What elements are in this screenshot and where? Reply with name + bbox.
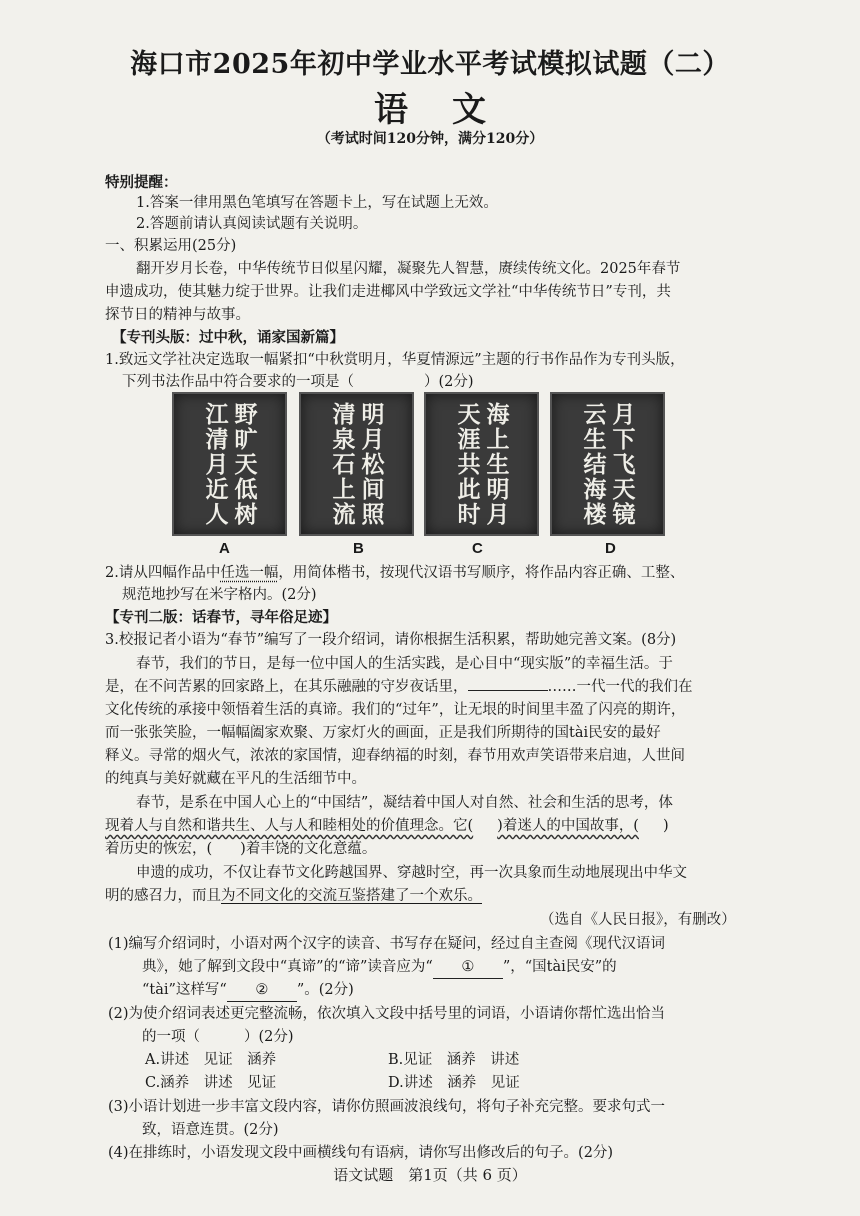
q2-line-1-a: 2.请从四幅作品中 [105,565,221,581]
q3-p3-line-2 [105,886,765,907]
section-1-intro-line-2: 申遗成功，使其魅力绽于世界。让我们走进椰风中学致远文学社“中华传统节日”专刊，共 [105,284,671,300]
q2-line-1-b: ，用简体楷书，按现代汉语书写顺序，将作品内容正确、工整、 [278,565,685,581]
q3-p2-line-1: 春节，是系在中国人心上的“中国结”，凝结着中国人对自然、社会和生活的思考，体 [136,795,673,811]
sub2-option-c[interactable]: C.涵养 讲述 见证 [145,1075,277,1091]
sub2-option-a[interactable]: A.讲述 见证 涵养 [145,1052,277,1068]
sub3-line-1: (3)小语计划进一步丰富文段内容，请你仿照画波浪线句，将句子补充完整。要求句式一 [108,1099,666,1115]
sub1-line-1: (1)编写介绍词时，小语对两个汉字的读音、书写存在疑问，经过自主查阅《现代汉语词 [108,936,666,952]
q3-p1-line-4: 而一张张笑脸，一幅幅阖家欢聚、万家灯火的画面，正是我们所期待的国tài民安的最好 [105,725,661,741]
q3-p1-line-6: 的纯真与美好就藏在平凡的生活细节中。 [105,771,366,787]
calligraphy-b-col-1: 明月松间照 [357,402,385,527]
sub1-line-3-b: ”。(2分) [296,982,354,998]
sub4-line-1: (4)在排练时，小语发现文段中画横线句有语病，请你写出修改后的句子。(2分) [108,1145,614,1161]
q3-fill-blank[interactable] [468,690,548,691]
sub3-line-2: 致，语意连贯。(2分) [142,1122,279,1138]
notice-item-1: 1.答案一律用黑色笔填写在答题卡上，写在试题上无效。 [136,195,498,211]
sub2-score: ）(2分) [244,1029,294,1045]
q3-underlined-sentence: 为不同文化的交流互鉴搭建了一个欢乐。 [221,888,482,904]
part-2-heading: 【专刊二版：话春节，寻年俗足迹】 [105,609,337,626]
q3-wavy-part-3: ) [662,818,669,834]
q3-p2-line-2 [105,816,765,837]
q1-line-1: 1.致远文学社决定选取一幅紧扣“中秋赏明月，华夏情源远”主题的行书作品作为专刊头版， [105,352,685,368]
q3-p1-line-2 [105,677,765,698]
calligraphy-c-col-2: 天涯共此时 [453,402,481,527]
notice-heading: 特别提醒： [105,174,178,191]
q3-p2-line-3-a: 着历史的恢宏，( [105,841,213,857]
q3-p3-line-2-a: 明的感召力，而且 [105,888,221,904]
q1-line-2-text: 下列书法作品中符合要求的一项是（ [122,374,354,390]
page-footer: 语文试题 第1页（共 6 页） [333,1166,527,1184]
calligraphy-label-d: D [605,540,616,557]
sub1-blank-1[interactable]: ① [433,957,503,979]
q3-wavy-part-2: )着迷人的中国故事，( [497,818,639,834]
q3-p2-line-3 [105,839,765,860]
q2-line-2: 规范地抄写在米字格内。(2分) [122,587,317,603]
calligraphy-d-col-2: 云生结海楼 [579,402,607,527]
calligraphy-c-col-1: 海上生明月 [482,402,510,527]
sub1-blank-2[interactable]: ② [227,980,297,1002]
sub2-line-2 [142,1027,802,1048]
q3-wavy-part-1: 现着人与自然和谐共生、人与人和睦相处的价值理念。它( [105,818,474,834]
sub2-option-d[interactable]: D.讲述 涵养 见证 [388,1075,520,1091]
exam-title: 海口市2025年初中学业水平考试模拟试题（二） [130,49,730,80]
section-1-intro-line-3: 探节日的精神与故事。 [105,307,250,323]
q3-p1-line-1: 春节，我们的节日，是每一位中国人的生活实践，是心目中“现实版”的幸福生活。于 [136,656,673,672]
sub1-line-2-a: 典》，她了解到文段中“真谛”的“谛”读音应为“ [142,959,433,975]
q3-line-1: 3.校报记者小语为“春节”编写了一段介绍词，请你根据生活积累，帮助她完善文案。(8分) [105,632,677,648]
section-1-heading: 一、积累运用(25分) [105,238,237,254]
calligraphy-d [550,392,665,536]
q3-p1-line-2-b: ……一代一代的我们在 [547,679,693,695]
calligraphy-d-col-1: 月下飞天镜 [608,402,636,527]
q3-p2-line-3-b: )着丰饶的文化意蕴。 [240,841,377,857]
q3-source: （选自《人民日报》，有删改） [540,912,736,928]
notice-item-2: 2.答题前请认真阅读试题有关说明。 [136,216,368,232]
calligraphy-b-col-2: 清泉石上流 [328,402,356,527]
calligraphy-label-c: C [472,540,483,557]
exam-info: （考试时间120分钟，满分120分） [316,131,544,147]
sub2-option-b[interactable]: B.见证 涵养 讲述 [388,1052,520,1068]
calligraphy-c [424,392,539,536]
calligraphy-label-a: A [219,540,230,557]
q3-p3-line-1: 申遗的成功，不仅让春节文化跨越国界、穿越时空，再一次具象而生动地展现出中华文 [136,865,687,881]
q1-line-2 [122,372,782,393]
calligraphy-a-col-2: 江清月近人 [201,402,229,527]
sub1-line-2 [142,957,802,979]
part-1-heading: 【专刊头版：过中秋，诵家国新篇】 [112,329,344,346]
section-1-intro-line-1: 翻开岁月长卷，中华传统节日似星闪耀，凝聚先人智慧，赓续传统文化。2025年春节 [136,261,681,277]
calligraphy-images [172,392,672,540]
calligraphy-a [172,392,287,536]
sub1-line-3-a: “tài”这样写“ [142,982,227,998]
q3-p1-line-2-a: 是，在不问苦累的回家路上，在其乐融融的守岁夜话里， [105,679,468,695]
q2-emphasis: 任选一幅 [220,565,279,581]
sub2-line-2-a: 的一项（ [142,1029,200,1045]
q3-p1-line-3: 文化传统的承接中领悟着生活的真谛。我们的“过年”，让无垠的时间里丰盈了闪亮的期许， [105,702,686,718]
calligraphy-a-col-1: 野旷天低树 [230,402,258,527]
q1-score: ）(2分) [424,374,474,390]
subject-title: 语文 [374,90,530,130]
q2-line-1 [105,563,765,584]
sub1-line-3 [142,980,802,1002]
sub2-line-1: (2)为使介绍词表述更完整流畅，依次填入文段中括号里的词语，小语请你帮忙选出恰当 [108,1006,666,1022]
sub1-line-2-b: ”，“国tài民安”的 [502,959,617,975]
q3-p1-line-5: 释义。寻常的烟火气，浓浓的家国情，迎春纳福的时刻，春节用欢声笑语带来启迪，人世间 [105,748,685,764]
calligraphy-label-b: B [353,540,364,557]
calligraphy-b [299,392,414,536]
